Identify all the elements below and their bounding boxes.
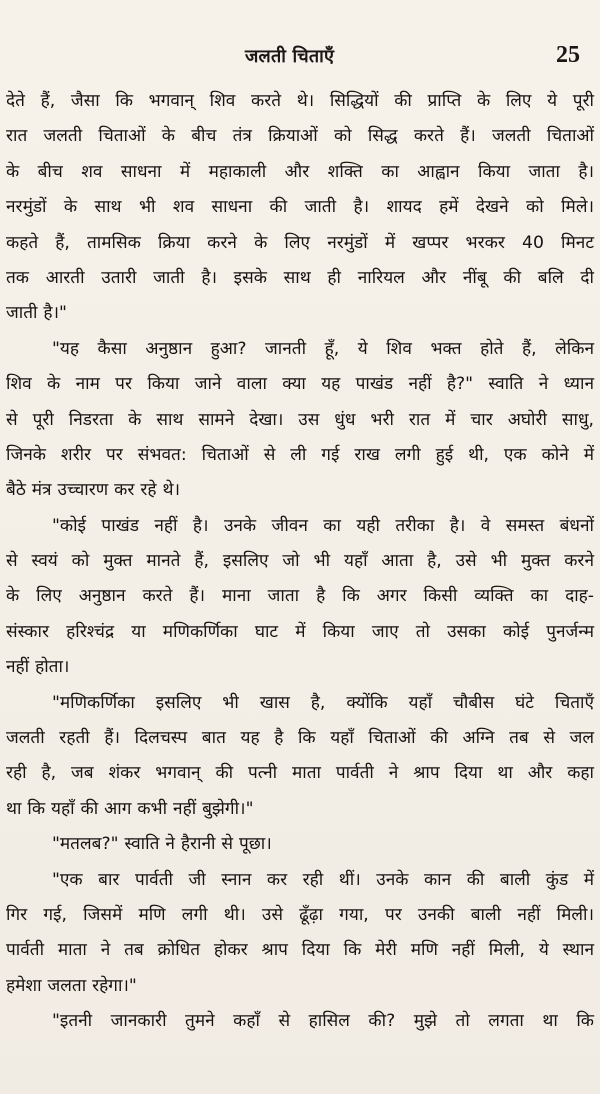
running-title: जलती चिताएँ: [245, 46, 335, 67]
text-line: जाती है।": [6, 303, 67, 324]
body-text: [0, 84, 600, 1040]
text-line: था कि यहाँ की आग कभी नहीं बुझेगी।": [6, 798, 254, 819]
text-line: रही है, जब शंकर भगवान् की पत्नी माता पार्वती ने श्राप दिया था और कहा: [6, 763, 594, 784]
text-line: हमेशा जलता रहेगा।": [6, 975, 137, 996]
text-line: "मतलब?" स्वाति ने हैरानी से पूछा।: [52, 834, 272, 855]
text-line: पार्वती माता ने तब क्रोधित होकर श्राप दिया कि मेरी मणि नहीं मिली, ये स्थान: [6, 940, 594, 961]
text-line: "एक बार पार्वती जी स्नान कर रही थीं। उनके कान की बाली कुंड में: [52, 869, 594, 890]
text-line: नरमुंडों के साथ भी शव साधना की जाती है। शायद हमें देखने को मिले।: [6, 197, 594, 218]
text-line: से पूरी निडरता के साथ सामने देखा। उस धुंध भरी रात में चार अघोरी साधु,: [6, 409, 594, 430]
text-line: के बीच शव साधना में महाकाली और शक्ति का आह्वान किया जाता है।: [6, 161, 594, 182]
text-line: गिर गई, जिसमें मणि लगी थी। उसे ढूँढ़ा गया, पर उनकी बाली नहीं मिली।: [6, 904, 594, 925]
text-line: संस्कार हरिश्चंद्र या मणिकर्णिका घाट में किया जाए तो उसका कोई पुनर्जन्म: [6, 621, 594, 642]
text-line: नहीं होता।: [6, 657, 70, 678]
text-line: से स्वयं को मुक्त मानते हैं, इसलिए जो भी यहाँ आता है, उसे भी मुक्त करने: [6, 551, 594, 572]
text-line: के लिए अनुष्ठान करते हैं। माना जाता है कि अगर किसी व्यक्ति का दाह-: [6, 586, 594, 607]
text-line: जिनके शरीर पर संभवत: चिताओं से ली गई राख लगी हुई थी, एक कोने में: [6, 444, 594, 465]
text-line: देते हैं, जैसा कि भगवान् शिव करते थे। सिद्धियों की प्राप्ति के लिए ये पूरी: [6, 91, 594, 111]
text-line: "कोई पाखंड नहीं है। उनके जीवन का यही तरीका है। वे समस्त बंधनों: [52, 515, 594, 536]
text-line: "इतनी जानकारी तुमने कहाँ से हासिल की? मुझे तो लगता था कि: [52, 1011, 594, 1032]
text-line: रात जलती चिताओं के बीच तंत्र क्रियाओं को सिद्ध करते हैं। जलती चिताओं: [6, 126, 594, 147]
text-line: बैठे मंत्र उच्चारण कर रहे थे।: [6, 480, 180, 501]
text-line: तक आरती उतारी जाती है। इसके साथ ही नारियल और नींबू की बलि दी: [6, 267, 594, 288]
text-line: जलती रहती हैं। दिलचस्प बात यह है कि यहाँ चिताओं की अग्नि तब से जल: [6, 728, 594, 749]
page-header: [0, 40, 600, 76]
page-number: 25: [556, 42, 580, 68]
text-line: "मणिकर्णिका इसलिए भी खास है, क्योंकि यहाँ चौबीस घंटे चिताएँ: [52, 692, 594, 713]
text-line: कहते हैं, तामसिक क्रिया करने के लिए नरमुंडों में खप्पर भरकर 40 मिनट: [6, 232, 594, 253]
text-line: "यह कैसा अनुष्ठान हुआ? जानती हूँ, ये शिव भक्त होते हैं, लेकिन: [52, 338, 594, 359]
text-line: शिव के नाम पर किया जाने वाला क्या यह पाखंड नहीं है?" स्वाति ने ध्यान: [6, 374, 594, 395]
